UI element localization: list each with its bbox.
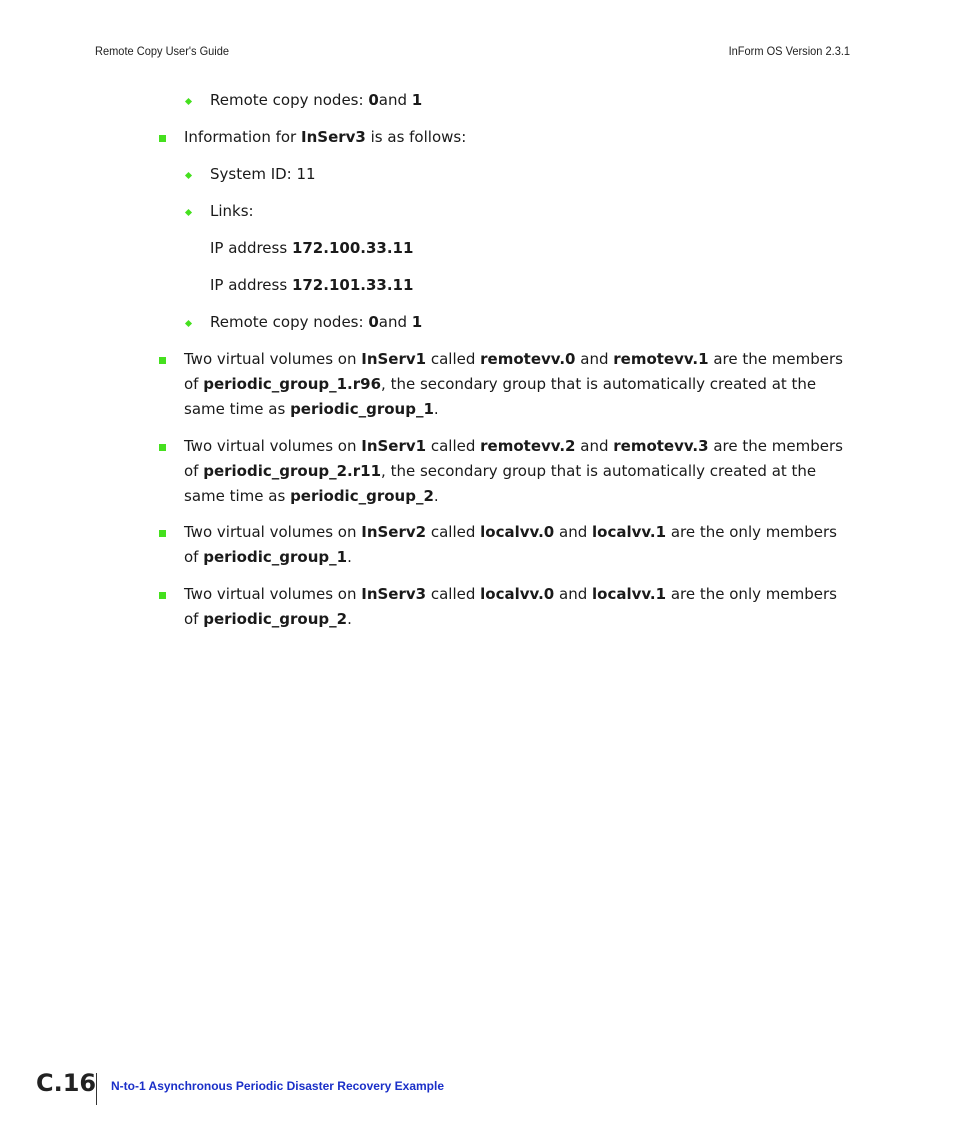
list-item-nodes-b: Remote copy nodes: 0and 1 — [210, 313, 423, 331]
running-header-right: InForm OS Version 2.3.1 — [728, 44, 850, 58]
page-number: C.16 — [36, 1069, 97, 1097]
link-ip-address-2: IP address 172.101.33.11 — [210, 276, 414, 294]
running-header-left: Remote Copy User's Guide — [95, 44, 230, 58]
diamond-bullet-icon — [185, 320, 192, 327]
list-item-volumes-inserv1-a: Two virtual volumes on InServ1 called remotevv.0 and remotevv.1 are the members of periodic_group_1.r96, the secondary group that is automatically created at the same time as periodic_group_1. — [184, 350, 843, 418]
list-item-nodes-a: Remote copy nodes: 0and 1 — [210, 91, 423, 109]
diamond-bullet-icon — [185, 209, 192, 216]
square-bullet-icon — [159, 444, 166, 451]
footer-divider — [96, 1073, 97, 1105]
list-item-system-id: System ID: 11 — [210, 165, 316, 183]
list-item-inserv3-intro: Information for InServ3 is as follows: — [184, 128, 467, 146]
diamond-bullet-icon — [185, 98, 192, 105]
list-item-volumes-inserv2: Two virtual volumes on InServ2 called localvv.0 and localvv.1 are the only members of periodic_group_1. — [184, 523, 837, 566]
list-item-volumes-inserv3: Two virtual volumes on InServ3 called localvv.0 and localvv.1 are the only members of periodic_group_2. — [184, 585, 837, 628]
chapter-title-link[interactable]: N-to-1 Asynchronous Periodic Disaster Recovery Example — [111, 1079, 444, 1093]
square-bullet-icon — [159, 530, 166, 537]
square-bullet-icon — [159, 357, 166, 364]
list-item-volumes-inserv1-b: Two virtual volumes on InServ1 called remotevv.2 and remotevv.3 are the members of periodic_group_2.r11, the secondary group that is automatically created at the same time as periodic_group_2. — [184, 437, 843, 505]
link-ip-address-1: IP address 172.100.33.11 — [210, 239, 414, 257]
list-item-links: Links: — [210, 202, 254, 220]
diamond-bullet-icon — [185, 172, 192, 179]
square-bullet-icon — [159, 592, 166, 599]
square-bullet-icon — [159, 135, 166, 142]
